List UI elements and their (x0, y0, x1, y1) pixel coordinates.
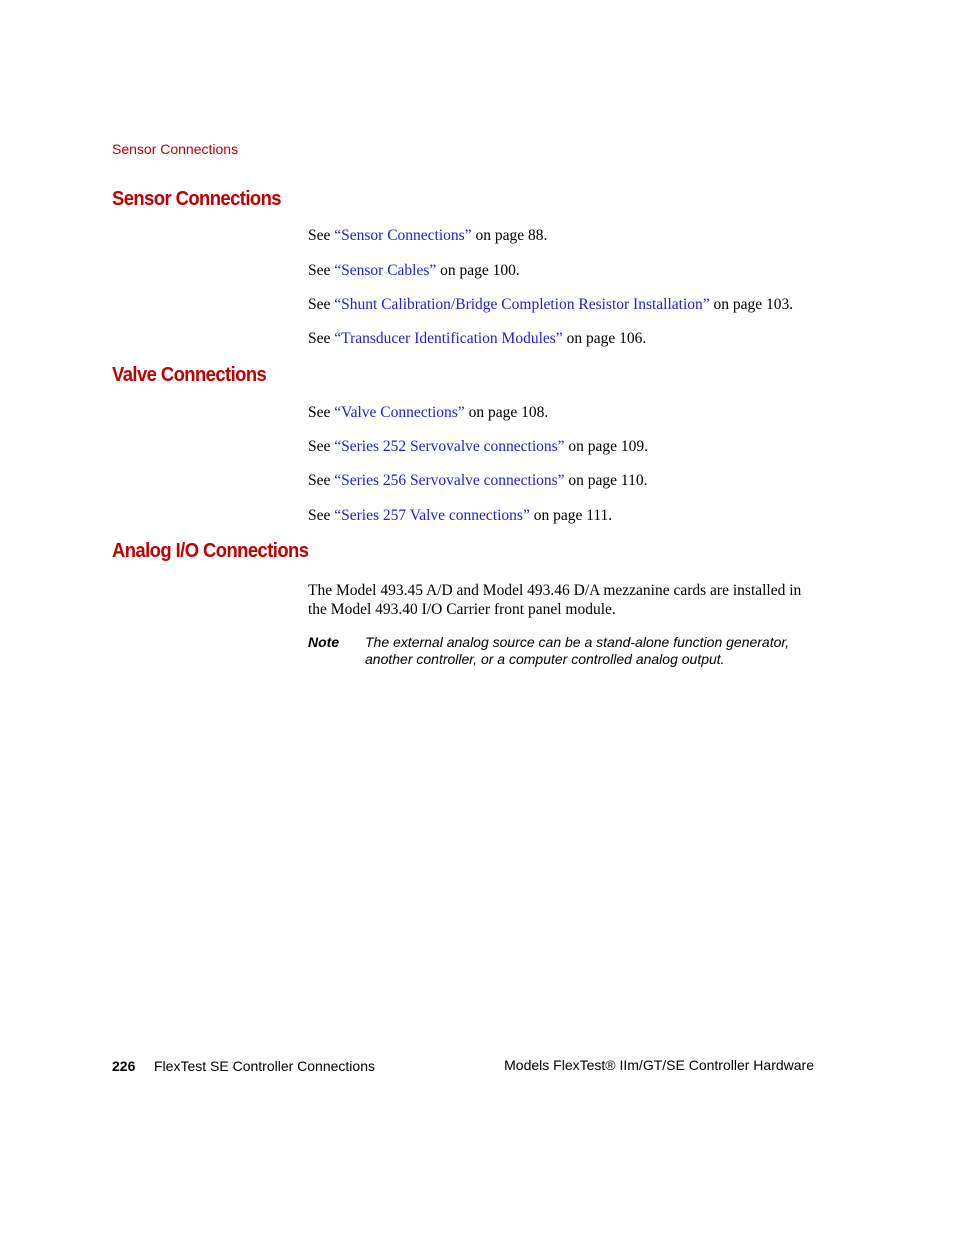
ref-suffix: on page 103. (709, 296, 794, 313)
ref-prefix: See (308, 472, 335, 489)
footer-manual-title: Models FlexTest® IIm/GT/SE Controller Hardware (504, 1057, 814, 1073)
section-heading-sensor-connections: Sensor Connections (112, 188, 281, 210)
ref-suffix: on page 108. (464, 404, 549, 421)
section-heading-analog-io-connections: Analog I/O Connections (112, 540, 309, 562)
ref-prefix: See (308, 227, 335, 244)
ref-suffix: on page 88. (471, 227, 548, 244)
xref-link-series-256[interactable]: “Series 256 Servovalve connections” (334, 472, 565, 489)
ref-prefix: See (308, 404, 335, 421)
xref-link-series-252[interactable]: “Series 252 Servovalve connections” (334, 438, 565, 455)
xref-link-series-257[interactable]: “Series 257 Valve connections” (334, 507, 530, 524)
footer-chapter-title: FlexTest SE Controller Connections (154, 1058, 375, 1074)
ref-suffix: on page 111. (529, 507, 613, 524)
ref-prefix: See (308, 438, 335, 455)
analog-io-paragraph: The Model 493.45 A/D and Model 493.46 D/A mezzanine cards are installed in the Model 493.40 I/O Carrier front panel module. (308, 582, 802, 618)
section-heading-valve-connections: Valve Connections (112, 364, 267, 386)
ref-prefix: See (308, 330, 335, 347)
sensor-ref-line (308, 329, 646, 348)
ref-prefix: See (308, 507, 335, 524)
note-text: The external analog source can be a stand-alone function generator, another controller, or a computer controlled analog output. (365, 634, 790, 667)
ref-prefix: See (308, 262, 335, 279)
ref-prefix: See (308, 296, 335, 313)
valve-ref-line (308, 506, 612, 525)
valve-ref-line (308, 403, 548, 422)
ref-suffix: on page 106. (562, 330, 647, 347)
page-number: 226 (112, 1058, 136, 1074)
running-header: Sensor Connections (112, 141, 239, 157)
valve-ref-line (308, 471, 647, 490)
xref-link-sensor-cables[interactable]: “Sensor Cables” (334, 262, 437, 279)
xref-link-valve-connections[interactable]: “Valve Connections” (334, 404, 465, 421)
xref-link-sensor-connections[interactable]: “Sensor Connections” (334, 227, 472, 244)
note-label: Note (308, 634, 340, 650)
sensor-ref-line (308, 261, 520, 280)
ref-suffix: on page 100. (436, 262, 520, 279)
ref-suffix: on page 110. (564, 472, 648, 489)
valve-ref-line (308, 437, 648, 456)
sensor-ref-line (308, 226, 547, 245)
ref-suffix: on page 109. (564, 438, 649, 455)
xref-link-shunt-calibration[interactable]: “Shunt Calibration/Bridge Completion Resistor Installation” (334, 296, 710, 313)
xref-link-transducer-id-modules[interactable]: “Transducer Identification Modules” (334, 330, 563, 347)
sensor-ref-line (308, 295, 793, 314)
